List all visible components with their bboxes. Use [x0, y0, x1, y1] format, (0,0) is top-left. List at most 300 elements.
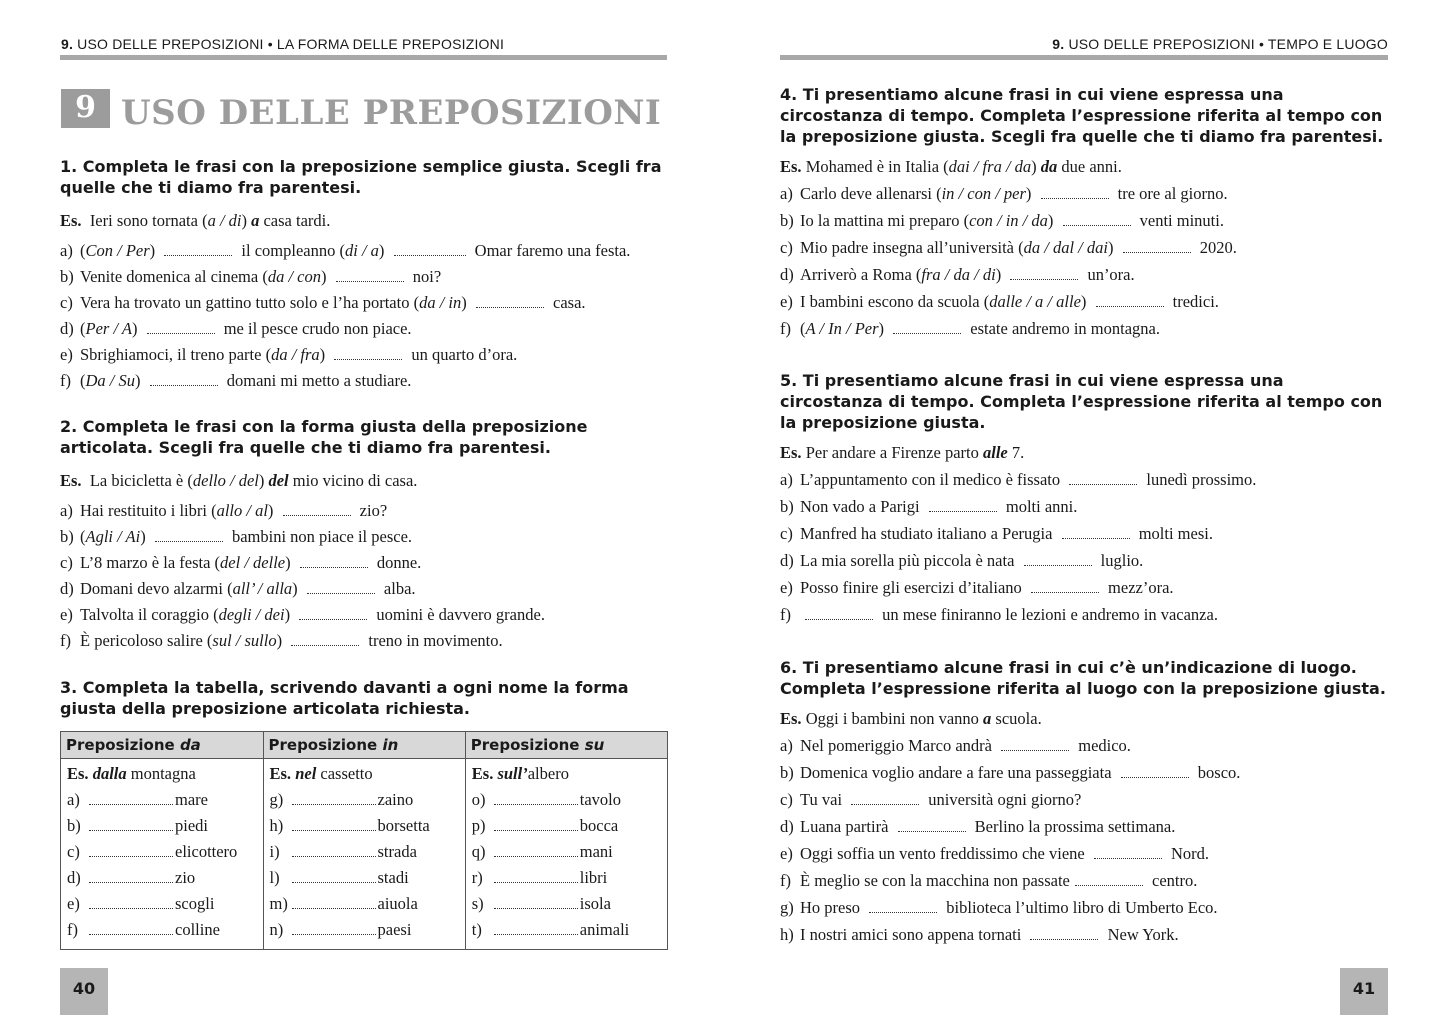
item-text: ) [149, 241, 160, 260]
item-choices: Agli / Ai [85, 527, 141, 546]
item-letter: f) [780, 605, 791, 624]
item-text: ( [80, 241, 86, 260]
answer-blank[interactable] [476, 295, 544, 308]
answer-blank[interactable] [89, 922, 173, 935]
item-text: ) [1047, 211, 1058, 230]
exercise-item [60, 550, 670, 576]
answer-blank[interactable] [1031, 580, 1099, 593]
table-header [263, 732, 465, 759]
exercise-item [780, 921, 1390, 948]
item-text: ( [800, 319, 806, 338]
item-noun: tavolo [579, 790, 622, 809]
item-letter: f) [60, 631, 71, 650]
item-letter: d) [67, 868, 81, 887]
header-rule [60, 55, 667, 60]
item-noun: isola [579, 894, 611, 913]
header-preposition: in [382, 736, 399, 754]
item-choices: da / fra [271, 345, 320, 364]
item-noun: aiuola [377, 894, 418, 913]
item-text: L’appuntamento con il medico è fissato [800, 470, 1065, 489]
item-letter: d) [780, 265, 794, 284]
answer-blank[interactable] [307, 581, 375, 594]
item-text: uomini è davvero grande. [372, 605, 545, 624]
item-noun: zaino [377, 790, 414, 809]
example-noun: montagna [126, 764, 196, 783]
item-letter: f) [60, 371, 71, 390]
item-letter: e) [60, 345, 73, 364]
exercise-item [780, 547, 1390, 574]
item-letter: q) [471, 842, 486, 861]
item-text: tre ore al giorno. [1113, 184, 1228, 203]
running-head-right: 9. USO DELLE PREPOSIZIONI • TEMPO E LUOGO [1052, 36, 1388, 52]
answer-blank[interactable] [494, 896, 578, 909]
exercise-item [60, 602, 670, 628]
answer-blank[interactable] [394, 243, 466, 256]
exercise-item [780, 466, 1390, 493]
item-choices: di / a [344, 241, 379, 260]
exercise-item [780, 234, 1390, 261]
table-item [67, 839, 258, 865]
chapter-title: USO DELLE PREPOSIZIONI [121, 93, 662, 133]
item-text: me il pesce crudo non piace. [219, 319, 412, 338]
answer-blank[interactable] [851, 792, 919, 805]
exercise-item [780, 207, 1390, 234]
answer-blank[interactable] [292, 922, 376, 935]
exercise-item [60, 498, 670, 524]
table-item [67, 813, 258, 839]
item-letter: c) [67, 842, 80, 861]
answer-blank[interactable] [164, 243, 232, 256]
example-answer: dalla [92, 764, 127, 783]
exercise-item [780, 493, 1390, 520]
exercise-item [60, 238, 670, 264]
item-text: ) [284, 605, 295, 624]
answer-blank[interactable] [805, 607, 873, 620]
exercise-item [780, 759, 1390, 786]
item-letter: a) [60, 241, 73, 260]
item-text: medico. [1074, 736, 1131, 755]
exercise-example: Es. Per andare a Firenze parto alle 7. [780, 443, 1025, 462]
table-item [472, 839, 662, 865]
item-text: ) [378, 241, 389, 260]
exercise-item [60, 290, 670, 316]
item-letter: f) [780, 319, 791, 338]
answer-blank[interactable] [494, 844, 578, 857]
table-example [67, 761, 258, 787]
item-letter: g) [780, 898, 794, 917]
item-text: mezz’ora. [1103, 578, 1174, 597]
item-text: Tu vai [800, 790, 847, 809]
item-noun: zio [175, 868, 196, 887]
table-header [61, 732, 264, 759]
answer-blank[interactable] [283, 503, 351, 516]
item-noun: mani [579, 842, 613, 861]
exercise-item [780, 601, 1390, 628]
table-item [67, 917, 258, 943]
exercise-item [60, 628, 670, 654]
item-letter: c) [60, 553, 73, 572]
item-text: Talvolta il coraggio ( [80, 605, 219, 624]
item-text: Venite domenica al cinema ( [80, 267, 268, 286]
answer-blank[interactable] [155, 529, 223, 542]
answer-blank[interactable] [334, 347, 402, 360]
table-header [465, 732, 667, 759]
answer-blank[interactable] [929, 499, 997, 512]
item-text: ) [276, 631, 287, 650]
item-text: lunedì prossimo. [1142, 470, 1257, 489]
example-label: Es. [471, 764, 494, 783]
item-letter: e) [780, 292, 793, 311]
item-text: Nord. [1166, 844, 1210, 863]
item-text: molti anni. [1001, 497, 1078, 516]
item-text: ) [995, 265, 1006, 284]
item-text: Arriverò a Roma ( [800, 265, 922, 284]
answer-blank[interactable] [150, 373, 218, 386]
item-text: Mio padre insegna all’università ( [800, 238, 1024, 257]
item-text: ) [1107, 238, 1118, 257]
item-text: Ho preso [800, 898, 865, 917]
header-text: Preposizione [66, 736, 180, 754]
exercise-item [780, 732, 1390, 759]
item-choices: Per / A [85, 319, 132, 338]
item-noun: elicottero [175, 842, 238, 861]
example-answer: nel [295, 764, 317, 783]
item-text: ) [461, 293, 471, 312]
table-item [270, 917, 460, 943]
item-letter: s) [471, 894, 484, 913]
item-text: ) [267, 501, 278, 520]
exercise-item [780, 894, 1390, 921]
exercise-example: Es. La bicicletta è (dello / del) del mio vicino di casa. [60, 471, 418, 490]
answer-blank[interactable] [299, 607, 367, 620]
item-choices: degli / dei [218, 605, 285, 624]
item-letter: d) [60, 319, 74, 338]
item-text: ) [131, 319, 142, 338]
table-item [270, 865, 460, 891]
item-text: I nostri amici sono appena tornati [800, 925, 1026, 944]
header-preposition: da [179, 736, 201, 754]
exercise-title: 3. Completa la tabella, scrivendo davanti a ogni nome la forma giusta della preposizione articolata richiesta. [60, 678, 629, 718]
item-letter: c) [60, 293, 73, 312]
item-text: ) [140, 527, 150, 546]
item-text: ) [878, 319, 889, 338]
table-item [270, 787, 460, 813]
table-item [270, 813, 460, 839]
item-text: treno in movimento. [364, 631, 503, 650]
table-column [61, 759, 264, 950]
item-text: domani mi metto a studiare. [222, 371, 412, 390]
exercise-6 [780, 657, 1390, 948]
item-text: università ogni giorno? [924, 790, 1082, 809]
item-choices: sul / sullo [212, 631, 277, 650]
item-text: casa. [548, 293, 586, 312]
answer-blank[interactable] [1010, 267, 1078, 280]
answer-blank[interactable] [494, 870, 578, 883]
item-letter: e) [780, 578, 793, 597]
item-choices: all’ / alla [232, 579, 293, 598]
item-text: I bambini escono da scuola ( [800, 292, 990, 311]
preposition-table [60, 731, 668, 950]
item-letter: e) [67, 894, 80, 913]
item-letter: o) [471, 790, 486, 809]
running-head-left: 9. USO DELLE PREPOSIZIONI • LA FORMA DELLE PREPOSIZIONI [61, 36, 505, 52]
answer-blank[interactable] [1123, 240, 1191, 253]
answer-blank[interactable] [1121, 765, 1189, 778]
answer-blank[interactable] [494, 792, 578, 805]
answer-blank[interactable] [1041, 186, 1109, 199]
item-noun: borsetta [377, 816, 430, 835]
item-text: Vera ha trovato un gattino tutto solo e l’ha portato ( [80, 293, 420, 312]
item-letter: l) [269, 868, 280, 887]
item-text: Luana partirà [800, 817, 893, 836]
item-text: L’8 marzo è la festa ( [80, 553, 221, 572]
item-choices: da / in [419, 293, 462, 312]
item-letter: a) [67, 790, 80, 809]
item-text: centro. [1147, 871, 1198, 890]
item-text: Domenica voglio andare a fare una passeggiata [800, 763, 1116, 782]
item-noun: paesi [377, 920, 412, 939]
item-text: tredici. [1168, 292, 1219, 311]
item-letter: d) [60, 579, 74, 598]
table-item [67, 865, 258, 891]
answer-blank[interactable] [292, 896, 376, 909]
item-text: Omar faremo una festa. [470, 241, 631, 260]
item-choices: da / dal / dai [1023, 238, 1108, 257]
exercise-2 [60, 416, 670, 654]
item-letter: g) [269, 790, 284, 809]
item-text: zio? [355, 501, 388, 520]
exercise-example: Es. Ieri sono tornata (a / di) a casa tardi. [60, 211, 331, 230]
item-text: ) [1080, 292, 1091, 311]
item-text: bambini non piace il pesce. [227, 527, 413, 546]
exercise-item [780, 867, 1390, 894]
header-text: Preposizione [470, 736, 585, 754]
item-letter: n) [269, 920, 284, 939]
item-text: ) [321, 267, 331, 286]
item-letter: e) [60, 605, 73, 624]
item-letter: b) [60, 267, 74, 286]
item-text: ) [292, 579, 302, 598]
header-rule [780, 55, 1388, 60]
answer-blank[interactable] [898, 819, 966, 832]
item-text: Sbrighiamoci, il treno parte ( [80, 345, 272, 364]
exercise-item [60, 264, 670, 290]
answer-blank[interactable] [494, 818, 578, 831]
exercise-4 [780, 84, 1390, 342]
answer-blank[interactable] [147, 321, 215, 334]
item-noun: colline [175, 920, 220, 939]
answer-blank[interactable] [893, 321, 961, 334]
item-text: ) [135, 371, 145, 390]
item-text: ) [319, 345, 330, 364]
exercise-item [780, 574, 1390, 601]
item-choices: Con / Per [85, 241, 150, 260]
answer-blank[interactable] [1063, 213, 1131, 226]
page-number-left: 40 [60, 968, 108, 1015]
exercise-item [60, 524, 670, 550]
exercise-item [60, 316, 670, 342]
item-noun: bocca [579, 816, 619, 835]
answer-blank[interactable] [89, 896, 173, 909]
exercise-item [780, 520, 1390, 547]
table-item [67, 891, 258, 917]
example-noun: albero [527, 764, 569, 783]
item-choices: del / delle [220, 553, 286, 572]
item-text: Carlo deve allenarsi ( [800, 184, 942, 203]
item-letter: b) [67, 816, 81, 835]
item-choices: A / In / Per [805, 319, 879, 338]
example-answer: sull’ [497, 764, 528, 783]
item-text: donne. [372, 553, 422, 572]
table-example [270, 761, 460, 787]
item-text: Posso finire gli esercizi d’italiano [800, 578, 1026, 597]
item-text: ( [80, 319, 86, 338]
item-letter: b) [60, 527, 74, 546]
item-text: Domani devo alzarmi ( [80, 579, 233, 598]
item-letter: c) [780, 790, 793, 809]
table-item [472, 813, 662, 839]
item-choices: da / con [267, 267, 322, 286]
answer-blank[interactable] [292, 870, 376, 883]
answer-blank[interactable] [1075, 873, 1143, 886]
item-letter: b) [780, 497, 794, 516]
item-noun: piedi [175, 816, 208, 835]
table-item [270, 891, 460, 917]
answer-blank[interactable] [494, 922, 578, 935]
item-text: un mese finiranno le lezioni e andremo in vacanza. [878, 605, 1218, 624]
item-text: New York. [1103, 925, 1179, 944]
exercise-5 [780, 370, 1390, 628]
item-letter: a) [780, 736, 793, 755]
answer-blank[interactable] [292, 792, 376, 805]
header-preposition: su [584, 736, 605, 754]
item-text: estate andremo in montagna. [966, 319, 1160, 338]
exercise-item [780, 840, 1390, 867]
table-column [465, 759, 667, 950]
item-choices: Da / Su [85, 371, 135, 390]
item-letter: i) [269, 842, 280, 861]
answer-blank[interactable] [336, 269, 404, 282]
item-choices: in / con / per [941, 184, 1026, 203]
item-letter: a) [780, 470, 793, 489]
item-letter: f) [780, 871, 791, 890]
table-item [472, 891, 662, 917]
table-item [472, 787, 662, 813]
item-text: La mia sorella più piccola è nata [800, 551, 1019, 570]
item-noun: animali [579, 920, 630, 939]
item-text: Non vado a Parigi [800, 497, 924, 516]
item-text: un quarto d’ora. [407, 345, 518, 364]
table-item [472, 865, 662, 891]
item-text: Berlino la prossima settimana. [970, 817, 1176, 836]
item-text: noi? [408, 267, 442, 286]
item-text: bosco. [1193, 763, 1241, 782]
exercise-title: 2. Completa le frasi con la forma giusta della preposizione articolata. Scegli fra quelle che ti diamo fra parentesi. [60, 417, 588, 457]
item-text: Io la mattina mi preparo ( [800, 211, 970, 230]
example-label: Es. [67, 764, 89, 783]
exercise-item [60, 368, 670, 394]
answer-blank[interactable] [1062, 526, 1130, 539]
item-letter: f) [67, 920, 78, 939]
exercise-item [780, 813, 1390, 840]
exercise-item [780, 786, 1390, 813]
table-item [67, 787, 258, 813]
answer-blank[interactable] [300, 555, 368, 568]
item-text: Nel pomeriggio Marco andrà [800, 736, 997, 755]
answer-blank[interactable] [1094, 846, 1162, 859]
answer-blank[interactable] [1030, 927, 1098, 940]
answer-blank[interactable] [89, 844, 173, 857]
item-text: venti minuti. [1135, 211, 1224, 230]
table-item [472, 917, 662, 943]
exercise-item [60, 342, 670, 368]
chapter-number-box: 9 [61, 89, 110, 128]
item-text: ( [80, 527, 86, 546]
answer-blank[interactable] [1069, 472, 1137, 485]
answer-blank[interactable] [292, 818, 376, 831]
answer-blank[interactable] [869, 900, 937, 913]
item-noun: strada [377, 842, 417, 861]
exercise-example: Es. Oggi i bambini non vanno a scuola. [780, 709, 1042, 728]
item-text: ) [285, 553, 295, 572]
item-letter: t) [471, 920, 482, 939]
exercise-title: 4. Ti presentiamo alcune frasi in cui viene espressa una circostanza di tempo. Completa l’espressione riferita al tempo con la preposizione giusta. Scegli fra quelle che ti diamo fra parentesi. [780, 85, 1384, 146]
exercise-1 [60, 156, 670, 394]
answer-blank[interactable] [291, 633, 359, 646]
exercise-item [780, 315, 1390, 342]
exercise-example: Es. Mohamed è in Italia (dai / fra / da) da due anni. [780, 157, 1122, 176]
item-text: Oggi soffia un vento freddissimo che viene [800, 844, 1089, 863]
exercise-3 [60, 677, 670, 719]
item-letter: h) [780, 925, 794, 944]
item-text: 2020. [1195, 238, 1237, 257]
answer-blank[interactable] [1024, 553, 1092, 566]
table-column [263, 759, 465, 950]
exercise-title: 1. Completa le frasi con la preposizione semplice giusta. Scegli fra quelle che ti diamo fra parentesi. [60, 157, 662, 197]
item-text: È pericoloso salire ( [80, 631, 213, 650]
answer-blank[interactable] [89, 870, 173, 883]
item-text: Hai restituito i libri ( [80, 501, 217, 520]
answer-blank[interactable] [1096, 294, 1164, 307]
item-letter: b) [780, 763, 794, 782]
item-noun: mare [175, 790, 208, 809]
item-text: un’ora. [1083, 265, 1135, 284]
table-example [472, 761, 662, 787]
item-letter: m) [269, 894, 288, 913]
item-letter: a) [780, 184, 793, 203]
header-text: Preposizione [268, 736, 383, 754]
item-text: alba. [379, 579, 416, 598]
page-number-right: 41 [1340, 968, 1388, 1015]
exercise-title: 5. Ti presentiamo alcune frasi in cui viene espressa una circostanza di tempo. Completa l’espressione riferita al tempo con la preposizione giusta. [780, 371, 1383, 432]
example-noun: cassetto [316, 764, 373, 783]
item-text: il compleanno ( [237, 241, 345, 260]
item-choices: con / in / da [969, 211, 1048, 230]
answer-blank[interactable] [89, 792, 173, 805]
exercise-title: 6. Ti presentiamo alcune frasi in cui c’è un’indicazione di luogo. Completa l’espressione riferita al luogo con la preposizione giusta. [780, 658, 1386, 698]
answer-blank[interactable] [292, 844, 376, 857]
item-letter: e) [780, 844, 793, 863]
table-item [270, 839, 460, 865]
item-noun: scogli [175, 894, 215, 913]
answer-blank[interactable] [89, 818, 173, 831]
item-text: È meglio se con la macchina non passate [800, 871, 1070, 890]
answer-blank[interactable] [1001, 738, 1069, 751]
item-letter: d) [780, 551, 794, 570]
item-text: Manfred ha studiato italiano a Perugia [800, 524, 1057, 543]
item-choices: allo / al [216, 501, 268, 520]
right-page [722, 0, 1445, 1015]
